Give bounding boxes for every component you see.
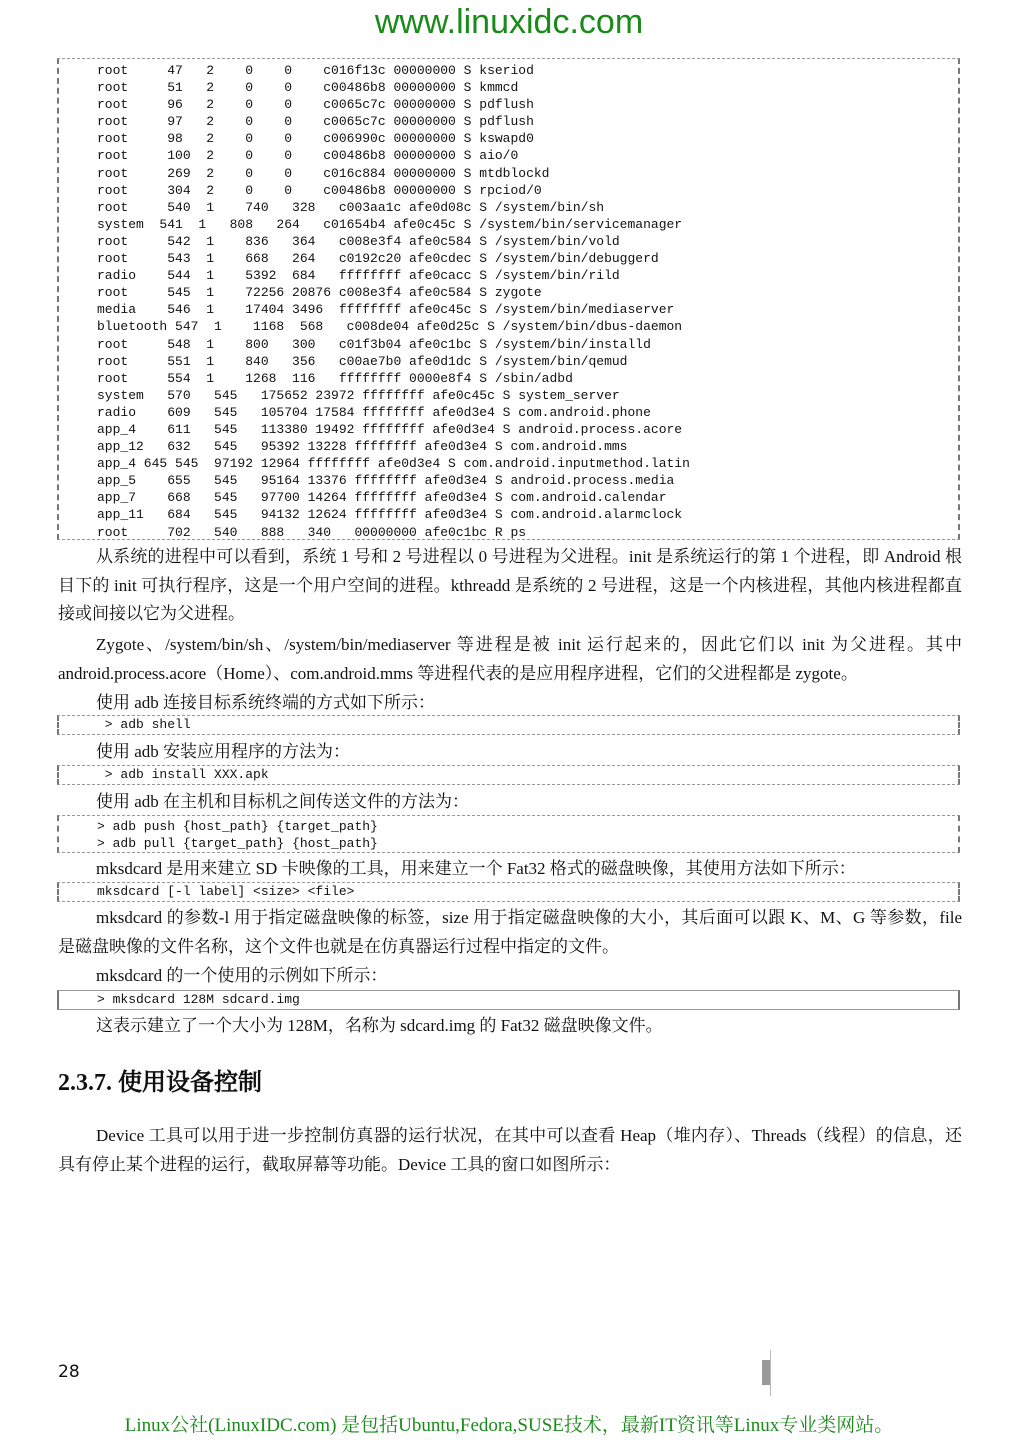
process-row: root 97 2 0 0 c0065c7c 00000000 S pdflush xyxy=(97,114,534,130)
process-row: radio 609 545 105704 17584 ffffffff afe0d3e4 S com.android.phone xyxy=(97,404,651,420)
adb-transfer-code xyxy=(57,815,960,853)
adb-shell-intro: 使用 adb 连接目标系统终端的方式如下所示： xyxy=(96,693,436,712)
page-number: 28 xyxy=(58,1362,80,1382)
process-row: root 551 1 840 356 c00ae7b0 afe0d1dc S /system/bin/qemud xyxy=(97,353,628,369)
process-row: root 96 2 0 0 c0065c7c 00000000 S pdflush xyxy=(97,97,534,113)
adb-shell-code xyxy=(57,715,960,735)
site-header: www.linuxidc.com xyxy=(374,3,644,41)
mksdcard-result: 这表示建立了一个大小为 128M，名称为 sdcard.img 的 Fat32 磁盘映像文件。 xyxy=(96,1016,663,1035)
section-heading: 2.3.7. 使用设备控制 xyxy=(58,1070,262,1096)
code-line: mksdcard [-l label] <size> <file> xyxy=(97,884,355,899)
process-row: root 269 2 0 0 c016c884 00000000 S mtdblockd xyxy=(97,165,550,181)
site-footer: Linux公社(LinuxIDC.com) 是包括Ubuntu,Fedora,SUSE技术，最新IT资讯等Linux专业类网站。 xyxy=(124,1415,894,1436)
page-marker xyxy=(762,1360,770,1385)
paragraph-zygote: Zygote、/system/bin/sh、/system/bin/mediaserver 等进程是被 init 运行起来的，因此它们以 init 为父进程。其中 android.process.acore（Home）、com.android.mms 等进程代表的是应用程序进程，它们的父进程都是 zygote。 xyxy=(58,635,962,683)
process-row: radio 544 1 5392 684 ffffffff afe0cacc S /system/bin/rild xyxy=(97,268,620,284)
process-row: root 548 1 800 300 c01f3b04 afe0c1bc S /system/bin/installd xyxy=(97,336,651,352)
process-row: system 541 1 808 264 c01654b4 afe0c45c S /system/bin/servicemanager xyxy=(97,216,683,232)
process-row: bluetooth 547 1 1168 568 c008de04 afe0d25c S /system/bin/dbus-daemon xyxy=(97,319,683,335)
process-row: app_11 684 545 94132 12624 ffffffff afe0d3e4 S com.android.alarmclock xyxy=(97,507,683,523)
process-row: root 51 2 0 0 c00486b8 00000000 S kmmcd xyxy=(97,80,519,96)
mksdcard-params: mksdcard 的参数-l 用于指定磁盘映像的标签，size 用于指定磁盘映像的大小，其后面可以跟 K、M、G 等参数，file 是磁盘映像的文件名称，这个文件也就是在仿真器运行过程中指定的文件。 xyxy=(58,908,962,956)
process-row: root 542 1 836 364 c008e3f4 afe0c584 S /system/bin/vold xyxy=(97,233,620,249)
process-row: app_4 611 545 113380 19492 ffffffff afe0d3e4 S android.process.acore xyxy=(97,421,683,437)
code-line: > mksdcard 128M sdcard.img xyxy=(97,992,300,1007)
process-row: root 98 2 0 0 c006990c 00000000 S kswapd0 xyxy=(97,131,534,147)
process-row: app_7 668 545 97700 14264 ffffffff afe0d3e4 S com.android.calendar xyxy=(97,490,667,506)
process-row: media 546 1 17404 3496 ffffffff afe0c45c S /system/bin/mediaserver xyxy=(97,302,675,318)
adb-install-code xyxy=(57,765,960,785)
process-row: app_4 645 545 97192 12964 ffffffff afe0d3e4 S com.android.inputmethod.latin xyxy=(97,456,690,472)
mksdcard-intro: mksdcard 是用来建立 SD 卡映像的工具，用来建立一个 Fat32 格式的磁盘映像，其使用方法如下所示： xyxy=(96,859,856,878)
code-line: > adb install XXX.apk xyxy=(97,767,269,782)
process-row: root 545 1 72256 20876 c008e3f4 afe0c584 S zygote xyxy=(97,285,542,301)
ps-output-code-block xyxy=(57,58,960,540)
paragraph-process-tree: 从系统的进程中可以看到，系统 1 号和 2 号进程以 0 号进程为父进程。init 是系统运行的第 1 个进程，即 Android 根目下的 init 可执行程序，这是一个用户空间的进程。kthreadd 是系统的 2 号进程，这是一个内核进程，其他内核进程都直接或间接以它为父进程。 xyxy=(58,547,962,623)
process-row: app_5 655 545 95164 13376 ffffffff afe0d3e4 S android.process.media xyxy=(97,473,675,489)
code-line: > adb pull {target_path} {host_path} xyxy=(97,836,378,852)
process-row: root 100 2 0 0 c00486b8 00000000 S aio/0 xyxy=(97,148,519,164)
process-row: root 47 2 0 0 c016f13c 00000000 S kseriod xyxy=(97,63,534,78)
process-row: root 554 1 1268 116 ffffffff 0000e8f4 S /sbin/adbd xyxy=(97,370,573,386)
process-row: root 702 540 888 340 00000000 afe0c1bc R ps xyxy=(97,524,527,540)
code-line: > adb shell xyxy=(97,717,191,732)
process-row: app_12 632 545 95392 13228 ffffffff afe0d3e4 S com.android.mms xyxy=(97,439,628,455)
mksdcard-usage-code xyxy=(57,882,960,902)
mksdcard-example-code xyxy=(57,990,960,1010)
device-tool-paragraph: Device 工具可以用于进一步控制仿真器的运行状况，在其中可以查看 Heap（堆内存）、Threads（线程）的信息，还具有停止某个进程的运行，截取屏幕等功能。Device 工具的窗口如图所示： xyxy=(58,1126,962,1174)
process-row: root 543 1 668 264 c0192c20 afe0cdec S /system/bin/debuggerd xyxy=(97,251,659,267)
adb-transfer-intro: 使用 adb 在主机和目标机之间传送文件的方法为： xyxy=(96,792,470,811)
process-row: system 570 545 175652 23972 ffffffff afe0c45c S system_server xyxy=(97,387,620,403)
divider-line xyxy=(770,1350,771,1396)
adb-install-intro: 使用 adb 安装应用程序的方法为： xyxy=(96,742,351,761)
code-line: > adb push {host_path} {target_path} xyxy=(97,819,378,834)
process-row: root 304 2 0 0 c00486b8 00000000 S rpciod/0 xyxy=(97,182,542,198)
mksdcard-example-intro: mksdcard 的一个使用的示例如下所示： xyxy=(96,966,388,985)
process-row: root 540 1 740 328 c003aa1c afe0d08c S /system/bin/sh xyxy=(97,199,605,215)
